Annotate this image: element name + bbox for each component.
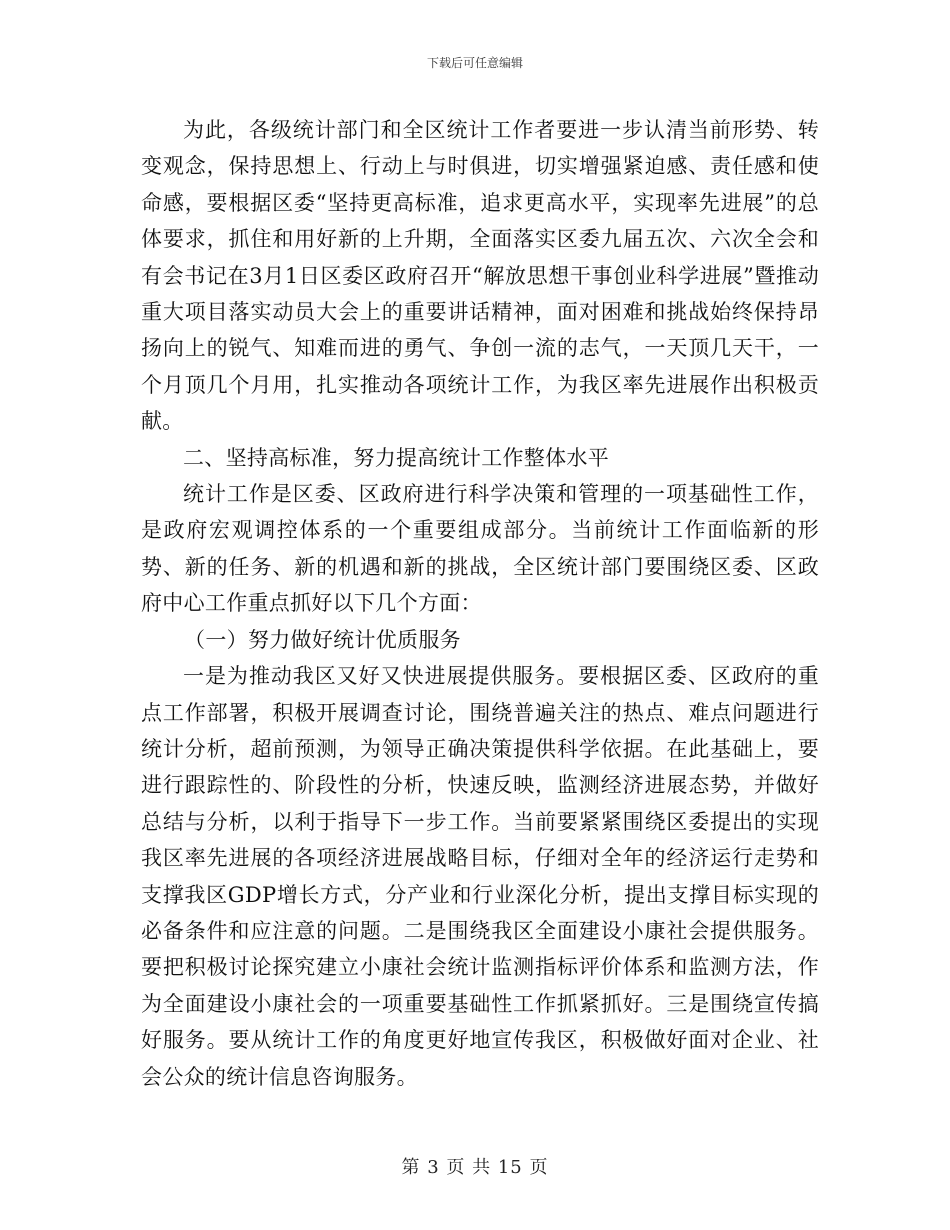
page-number-footer: 第 3 页 共 15 页: [401, 1157, 549, 1178]
document-body: [141, 112, 819, 1095]
subsection-heading: （一）努力做好统计优质服务: [184, 627, 461, 652]
paragraph-statistics-role: 统计工作是区委、区政府进行科学决策和管理的一项基础性工作，是政府宏观调控体系的一个重要组成部分。当前统计工作面临新的形势、新的任务、新的机遇和新的挑战，全区统计部门要围绕区委、区政府中心工作重点抓好以下几个方面：: [141, 482, 819, 616]
paragraph-intro: 为此，各级统计部门和全区统计工作者要进一步认清当前形势、转变观念，保持思想上、行动上与时俱进，切实增强紧迫感、责任感和使命感，要根据区委“坚持更高标准，追求更高水平，实现率先进展”的总体要求，抓住和用好新的上升期，全面落实区委九届五次、六次全会和有会书记在3月1日区委区政府召开“解放思想干事创业科学进展”暨推动重大项目落实动员大会上的重要讲话精神，面对困难和挑战始终保持昂扬向上的锐气、知难而进的勇气、争创一流的志气，一天顶几天干，一个月顶几个月用，扎实推动各项统计工作，为我区率先进展作出积极贡献。: [141, 118, 819, 434]
header-note: 下载后可任意编辑: [426, 56, 523, 70]
paragraph-service-details: 一是为推动我区又好又快进展提供服务。要根据区委、区政府的重点工作部署，积极开展调查讨论，围绕普遍关注的热点、难点问题进行统计分析，超前预测，为领导正确决策提供科学依据。在此基础上，要进行跟踪性的、阶段性的分析，快速反映，监测经济进展态势，并做好总结与分析，以利于指导下一步工作。当前要紧紧围绕区委提出的实现我区率先进展的各项经济进展战略目标，仔细对全年的经济运行走势和支撑我区GDP增长方式，分产业和行业深化分析，提出支撑目标实现的必备条件和应注意的问题。二是围绕我区全面建设小康社会提供服务。要把积极讨论探究建立小康社会统计监测指标评价体系和监测方法，作为全面建设小康社会的一项重要基础性工作抓紧抓好。三是围绕宣传搞好服务。要从统计工作的角度更好地宣传我区，积极做好面对企业、社会公众的统计信息咨询服务。: [141, 664, 819, 1089]
section-heading: 二、坚持高标准，努力提高统计工作整体水平: [183, 445, 609, 470]
